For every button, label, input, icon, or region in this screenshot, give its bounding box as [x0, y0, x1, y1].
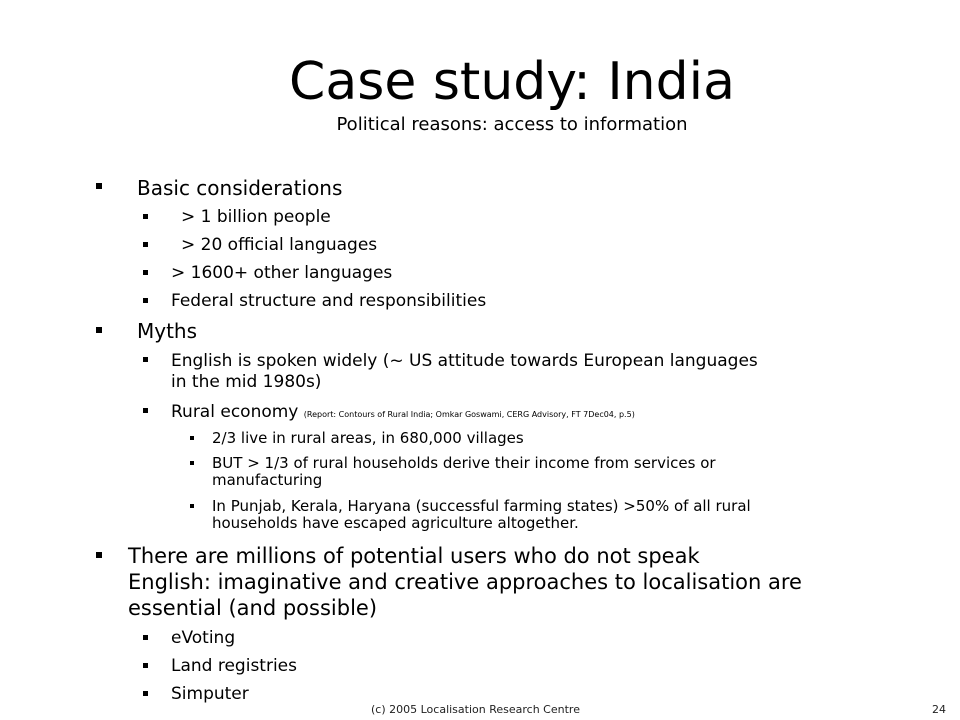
- bullet-continuation: English: imaginative and creative approaches to localisation are: [128, 570, 802, 594]
- bullet-icon: [143, 298, 148, 303]
- list-item: > 1600+ other languages: [171, 263, 393, 283]
- bullet-icon: [143, 214, 148, 219]
- list-item-continuation: manufacturing: [212, 471, 323, 489]
- rural-economy-label: Rural economy: [171, 402, 299, 422]
- slide-subtitle: Political reasons: access to information: [336, 114, 688, 135]
- bullet-icon: [190, 436, 194, 440]
- list-item: 2/3 live in rural areas, in 680,000 villages: [212, 429, 524, 447]
- bullet-continuation: essential (and possible): [128, 596, 378, 620]
- list-item: In Punjab, Kerala, Haryana (successful farming states) >50% of all rural: [212, 497, 751, 515]
- bullet-basic-considerations: Basic considerations: [137, 176, 343, 200]
- slide-title: Case study: India: [289, 52, 735, 112]
- bullet-icon: [143, 270, 148, 275]
- bullet-icon: [190, 461, 194, 465]
- bullet-millions-users: There are millions of potential users who do not speak: [128, 544, 700, 568]
- list-item: BUT > 1/3 of rural households derive their income from services or: [212, 454, 716, 472]
- list-item: > 20 official languages: [181, 235, 378, 255]
- bullet-icon: [143, 408, 148, 413]
- bullet-icon: [96, 183, 102, 189]
- list-item: Simputer: [171, 684, 249, 704]
- bullet-icon: [96, 552, 102, 558]
- bullet-icon: [143, 691, 148, 696]
- bullet-icon: [143, 242, 148, 247]
- bullet-icon: [143, 635, 148, 640]
- list-item: English is spoken widely (~ US attitude towards European languages: [171, 351, 758, 371]
- list-item-continuation: in the mid 1980s): [171, 372, 322, 392]
- list-item-rural-economy: [171, 402, 635, 425]
- list-item: > 1 billion people: [181, 207, 331, 227]
- list-item: eVoting: [171, 628, 236, 648]
- bullet-myths: Myths: [137, 319, 198, 343]
- footer-copyright: (c) 2005 Localisation Research Centre: [371, 703, 580, 716]
- list-item: Land registries: [171, 656, 297, 676]
- bullet-icon: [96, 327, 102, 333]
- rural-economy-reference: (Report: Contours of Rural India; Omkar Goswami, CERG Advisory, FT 7Dec04, p.5): [303, 410, 635, 419]
- bullet-icon: [143, 663, 148, 668]
- page-number: 24: [932, 703, 946, 716]
- bullet-icon: [190, 504, 194, 508]
- bullet-icon: [143, 357, 148, 362]
- list-item: Federal structure and responsibilities: [171, 291, 487, 311]
- list-item-continuation: households have escaped agriculture altogether.: [212, 514, 579, 532]
